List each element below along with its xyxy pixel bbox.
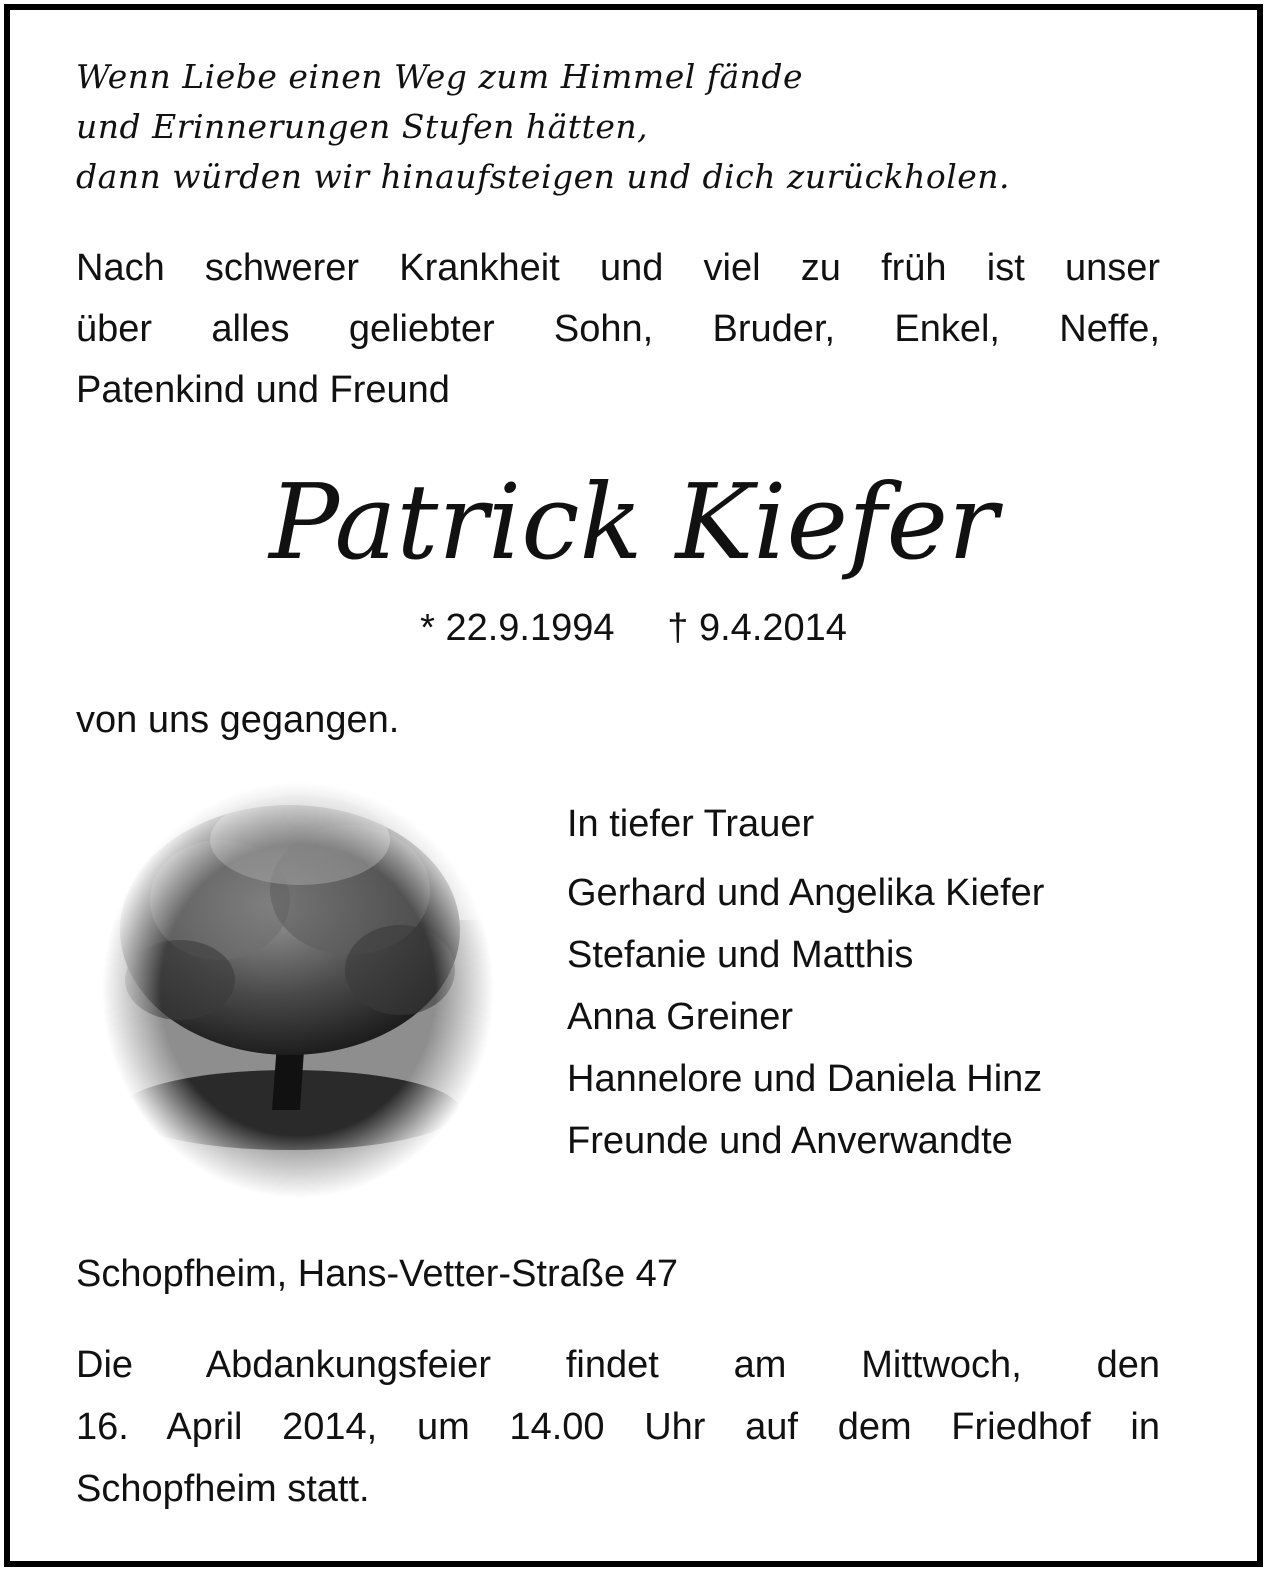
poem	[76, 52, 1010, 202]
deceased-name: Patrick Kiefer	[269, 461, 998, 583]
tree-photo-icon	[100, 780, 496, 1200]
mourner-name: Stefanie und Matthis	[567, 934, 914, 976]
poem-line: und Erinnerungen Stufen hätten,	[76, 107, 649, 146]
intro-line: über alles geliebter Sohn, Bruder, Enkel, Neffe,	[76, 308, 1160, 350]
ceremony-text	[76, 1334, 1160, 1520]
birth-date: * 22.9.1994	[420, 607, 615, 649]
mourner-name: Anna Greiner	[567, 996, 794, 1038]
mourners-block	[567, 794, 1044, 1172]
death-date: † 9.4.2014	[667, 607, 847, 649]
life-dates	[0, 600, 1267, 656]
mourners-heading: In tiefer Trauer	[567, 803, 815, 845]
passed-text: von uns gegangen.	[76, 699, 400, 741]
ceremony-line: Die Abdankungsfeier findet am Mittwoch, den	[76, 1344, 1160, 1386]
intro-text	[76, 238, 1160, 421]
ceremony-line: Schopfheim statt.	[76, 1468, 370, 1510]
address: Schopfheim, Hans-Vetter-Straße 47	[76, 1253, 678, 1295]
tree-photo-svg	[100, 780, 496, 1200]
mourner-name: Freunde und Anverwandte	[567, 1120, 1013, 1162]
mourner-name: Gerhard und Angelika Kiefer	[567, 872, 1045, 914]
intro-line: Nach schwerer Krankheit und viel zu früh ist unser	[76, 247, 1160, 289]
ceremony-line: 16. April 2014, um 14.00 Uhr auf dem Friedhof in	[76, 1406, 1160, 1448]
intro-line: Patenkind und Freund	[76, 369, 450, 411]
poem-line: Wenn Liebe einen Weg zum Himmel fände	[76, 57, 804, 96]
poem-line: dann würden wir hinaufsteigen und dich zurückholen.	[76, 157, 1011, 196]
mourner-name: Hannelore und Daniela Hinz	[567, 1058, 1043, 1100]
